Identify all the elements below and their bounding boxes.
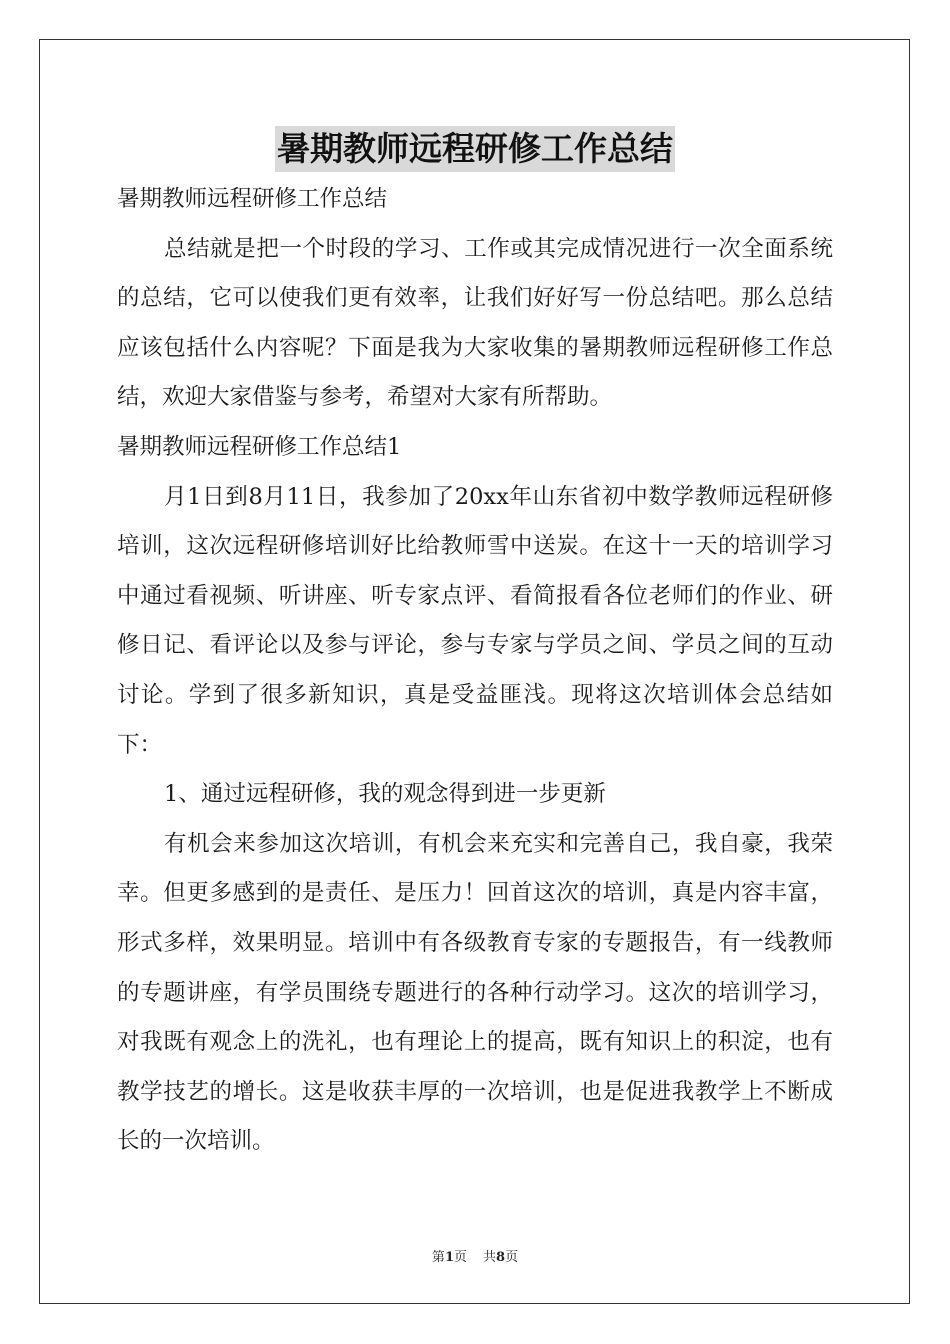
body-paragraph: 月1日到8月11日，我参加了20xx年山东省初中数学教师远程研修培训，这次远程研修培训好比给教师雪中送炭。在这十一天的培训学习中通过看视频、听讲座、听专家点评、看简报看各位老师们的作业、研修日记、看评论以及参与评论，参与专家与学员之间、学员之间的互动讨论。学到了很多新知识，真是受益匪浅。现将这次培训体会总结如下： <box>117 483 833 758</box>
point-heading: 1、通过远程研修，我的观念得到进一步更新 <box>164 781 606 808</box>
total-label-prefix: 共 <box>483 1250 497 1265</box>
page-footer <box>0 1246 950 1265</box>
section-heading: 暑期教师远程研修工作总结1 <box>117 433 402 460</box>
document-title: 暑期教师远程研修工作总结 <box>275 126 675 172</box>
document-body <box>117 175 833 1167</box>
subtitle-line: 暑期教师远程研修工作总结 <box>117 186 388 212</box>
total-label-suffix: 页 <box>505 1250 519 1265</box>
page-label-prefix: 第 <box>431 1250 445 1265</box>
page-label-suffix: 页 <box>453 1250 467 1265</box>
intro-paragraph: 总结就是把一个时段的学习、工作或其完成情况进行一次全面系统的总结，它可以使我们更有效率，让我们好好写一份总结吧。那么总结应该包括什么内容呢？下面是我为大家收集的暑期教师远程研修工作总结，欢迎大家借鉴与参考，希望对大家有所帮助。 <box>117 235 833 411</box>
total-pages: 8 <box>496 1250 506 1265</box>
body-paragraph: 有机会来参加这次培训，有机会来充实和完善自己，我自豪，我荣幸。但更多感到的是责任、是压力！回首这次的培训，真是内容丰富，形式多样，效果明显。培训中有各级教育专家的专题报告，有一线教师的专题讲座，有学员围绕专题进行的各种行动学习。这次的培训学习，对我既有观念上的洗礼，也有理论上的提高，既有知识上的积淀，也有教学技艺的增长。这是收获丰厚的一次培训，也是促进我教学上不断成长的一次培训。 <box>117 830 833 1155</box>
title-container <box>0 126 950 172</box>
page-number: 1 <box>444 1250 454 1265</box>
